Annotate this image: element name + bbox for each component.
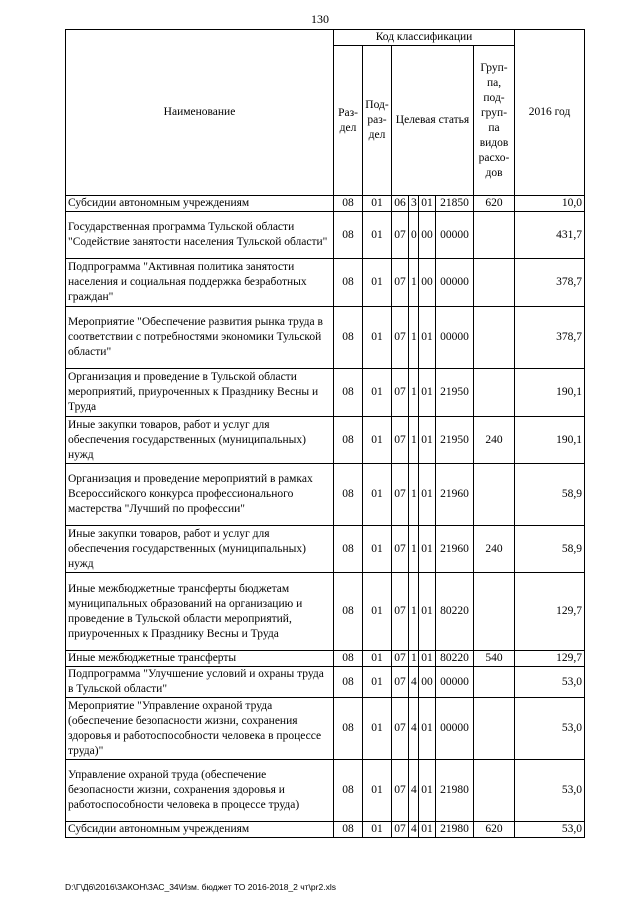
row-target-subprogram: 1 — [409, 307, 419, 369]
row-amount: 53,0 — [515, 698, 585, 760]
row-expense-group: 620 — [474, 196, 515, 212]
row-target-event: 01 — [419, 760, 436, 822]
row-name: Иные межбюджетные трансферты бюджетам муниципальных образований на организацию и проведение в Тульской области мероприятий, приуроченных к Празднику Весны и Труда — [66, 573, 334, 651]
row-amount: 58,9 — [515, 464, 585, 526]
row-expense-group: 540 — [474, 651, 515, 667]
row-target-subprogram: 0 — [409, 212, 419, 259]
row-target-program: 07 — [392, 698, 409, 760]
table-body — [66, 196, 585, 838]
row-target-event: 00 — [419, 259, 436, 307]
row-name: Иные закупки товаров, работ и услуг для обеспечения государственных (муниципальных) нужд — [66, 417, 334, 464]
row-target-event: 01 — [419, 651, 436, 667]
row-target-subprogram: 1 — [409, 526, 419, 573]
row-amount: 129,7 — [515, 573, 585, 651]
page-number: 130 — [311, 12, 329, 26]
row-subsection: 01 — [363, 417, 392, 464]
row-subsection: 01 — [363, 651, 392, 667]
row-target-event: 01 — [419, 307, 436, 369]
table-row — [66, 573, 585, 651]
row-target-event: 01 — [419, 822, 436, 838]
row-amount: 53,0 — [515, 822, 585, 838]
row-amount: 53,0 — [515, 760, 585, 822]
row-name: Мероприятие "Обеспечение развития рынка труда в соответствии с потребностями экономики Тульской области" — [66, 307, 334, 369]
row-expense-group: 240 — [474, 417, 515, 464]
row-subsection: 01 — [363, 464, 392, 526]
row-target-direction: 00000 — [436, 259, 474, 307]
row-subsection: 01 — [363, 259, 392, 307]
row-subsection: 01 — [363, 822, 392, 838]
header-subsection: Под- раз- дел — [363, 46, 392, 196]
row-target-event: 00 — [419, 212, 436, 259]
row-target-program: 07 — [392, 464, 409, 526]
row-target-program: 07 — [392, 259, 409, 307]
row-name: Организация и проведение мероприятий в рамках Всероссийского конкурса профессионального мастерства "Лучший по профессии" — [66, 464, 334, 526]
table-row — [66, 259, 585, 307]
row-section: 08 — [334, 573, 363, 651]
row-target-subprogram: 1 — [409, 651, 419, 667]
row-subsection: 01 — [363, 760, 392, 822]
row-target-subprogram: 4 — [409, 822, 419, 838]
table-row — [66, 417, 585, 464]
row-subsection: 01 — [363, 212, 392, 259]
row-section: 08 — [334, 651, 363, 667]
row-amount: 378,7 — [515, 259, 585, 307]
row-target-program: 07 — [392, 667, 409, 698]
table-row — [66, 651, 585, 667]
table-row — [66, 464, 585, 526]
row-name: Организация и проведение в Тульской области мероприятий, приуроченных к Празднику Весны и Труда — [66, 369, 334, 417]
row-amount: 190,1 — [515, 369, 585, 417]
row-subsection: 01 — [363, 698, 392, 760]
table-row — [66, 307, 585, 369]
row-target-event: 01 — [419, 526, 436, 573]
row-name: Иные закупки товаров, работ и услуг для обеспечения государственных (муниципальных) нужд — [66, 526, 334, 573]
table-row — [66, 526, 585, 573]
row-name: Государственная программа Тульской области "Содействие занятости населения Тульской области" — [66, 212, 334, 259]
row-target-subprogram: 4 — [409, 667, 419, 698]
row-target-direction: 00000 — [436, 698, 474, 760]
row-expense-group — [474, 760, 515, 822]
row-target-program: 07 — [392, 651, 409, 667]
row-section: 08 — [334, 822, 363, 838]
row-target-event: 01 — [419, 464, 436, 526]
row-target-program: 07 — [392, 526, 409, 573]
row-target-subprogram: 4 — [409, 760, 419, 822]
header-year: 2016 год — [515, 30, 585, 196]
row-section: 08 — [334, 196, 363, 212]
row-expense-group — [474, 212, 515, 259]
table-row — [66, 760, 585, 822]
row-name: Управление охраной труда (обеспечение безопасности жизни, сохранения здоровья и работоспособности человека в процессе труда) — [66, 760, 334, 822]
row-expense-group — [474, 259, 515, 307]
row-target-direction: 00000 — [436, 307, 474, 369]
row-name: Подпрограмма "Активная политика занятости населения и социальная поддержка безработных граждан" — [66, 259, 334, 307]
row-target-direction: 21850 — [436, 196, 474, 212]
row-target-program: 07 — [392, 369, 409, 417]
row-expense-group: 620 — [474, 822, 515, 838]
row-section: 08 — [334, 698, 363, 760]
row-target-program: 07 — [392, 573, 409, 651]
table-row — [66, 212, 585, 259]
row-name: Иные межбюджетные трансферты — [66, 651, 334, 667]
header-name: Наименование — [66, 30, 334, 196]
table-row — [66, 667, 585, 698]
row-expense-group: 240 — [474, 526, 515, 573]
row-subsection: 01 — [363, 307, 392, 369]
row-target-event: 01 — [419, 417, 436, 464]
row-target-subprogram: 1 — [409, 259, 419, 307]
row-subsection: 01 — [363, 196, 392, 212]
row-section: 08 — [334, 526, 363, 573]
row-amount: 431,7 — [515, 212, 585, 259]
header-classification: Код классификации — [334, 30, 515, 46]
row-target-event: 00 — [419, 667, 436, 698]
row-amount: 10,0 — [515, 196, 585, 212]
row-name: Мероприятие "Управление охраной труда (обеспечение безопасности жизни, сохранения здоровья и работоспособности человека в процессе труда)" — [66, 698, 334, 760]
header-row-top — [66, 30, 585, 46]
row-target-event: 01 — [419, 573, 436, 651]
row-target-direction: 00000 — [436, 212, 474, 259]
row-amount: 190,1 — [515, 417, 585, 464]
row-target-subprogram: 3 — [409, 196, 419, 212]
row-section: 08 — [334, 212, 363, 259]
header-target: Целевая статья — [392, 46, 474, 196]
header-group: Груп- па, под- груп- па видов расхо- дов — [474, 46, 515, 196]
row-target-direction: 21980 — [436, 760, 474, 822]
row-subsection: 01 — [363, 573, 392, 651]
row-expense-group — [474, 698, 515, 760]
row-section: 08 — [334, 417, 363, 464]
row-target-direction: 21960 — [436, 526, 474, 573]
row-section: 08 — [334, 307, 363, 369]
row-target-program: 07 — [392, 822, 409, 838]
row-expense-group — [474, 464, 515, 526]
row-amount: 58,9 — [515, 526, 585, 573]
row-amount: 378,7 — [515, 307, 585, 369]
row-expense-group — [474, 573, 515, 651]
row-target-program: 07 — [392, 760, 409, 822]
row-subsection: 01 — [363, 526, 392, 573]
row-subsection: 01 — [363, 369, 392, 417]
table-row — [66, 196, 585, 212]
row-target-direction: 00000 — [436, 667, 474, 698]
row-target-direction: 80220 — [436, 651, 474, 667]
row-target-subprogram: 1 — [409, 369, 419, 417]
row-target-program: 07 — [392, 212, 409, 259]
row-amount: 129,7 — [515, 651, 585, 667]
row-target-subprogram: 4 — [409, 698, 419, 760]
row-expense-group — [474, 369, 515, 417]
budget-table — [65, 29, 585, 838]
table-row — [66, 698, 585, 760]
row-target-event: 01 — [419, 196, 436, 212]
row-subsection: 01 — [363, 667, 392, 698]
row-name: Субсидии автономным учреждениям — [66, 822, 334, 838]
row-section: 08 — [334, 667, 363, 698]
row-section: 08 — [334, 760, 363, 822]
table-row — [66, 369, 585, 417]
row-target-program: 06 — [392, 196, 409, 212]
row-name: Подпрограмма "Улучшение условий и охраны труда в Тульской области" — [66, 667, 334, 698]
row-amount: 53,0 — [515, 667, 585, 698]
row-target-program: 07 — [392, 307, 409, 369]
row-target-event: 01 — [419, 369, 436, 417]
row-target-direction: 21950 — [436, 369, 474, 417]
row-expense-group — [474, 307, 515, 369]
row-expense-group — [474, 667, 515, 698]
row-section: 08 — [334, 464, 363, 526]
row-target-direction: 21980 — [436, 822, 474, 838]
header-section: Раз- дел — [334, 46, 363, 196]
row-target-direction: 21950 — [436, 417, 474, 464]
row-target-subprogram: 1 — [409, 417, 419, 464]
row-target-event: 01 — [419, 698, 436, 760]
row-section: 08 — [334, 259, 363, 307]
row-target-direction: 80220 — [436, 573, 474, 651]
file-path-footer: D:\Г\Д6\2016\ЗАКОН\ЗАС_34\Изм. бюджет ТО 2016-2018_2 чт\pr2.xls — [65, 882, 336, 892]
row-section: 08 — [334, 369, 363, 417]
row-target-subprogram: 1 — [409, 464, 419, 526]
row-target-program: 07 — [392, 417, 409, 464]
row-target-direction: 21960 — [436, 464, 474, 526]
row-name: Субсидии автономным учреждениям — [66, 196, 334, 212]
row-target-subprogram: 1 — [409, 573, 419, 651]
table-row — [66, 822, 585, 838]
